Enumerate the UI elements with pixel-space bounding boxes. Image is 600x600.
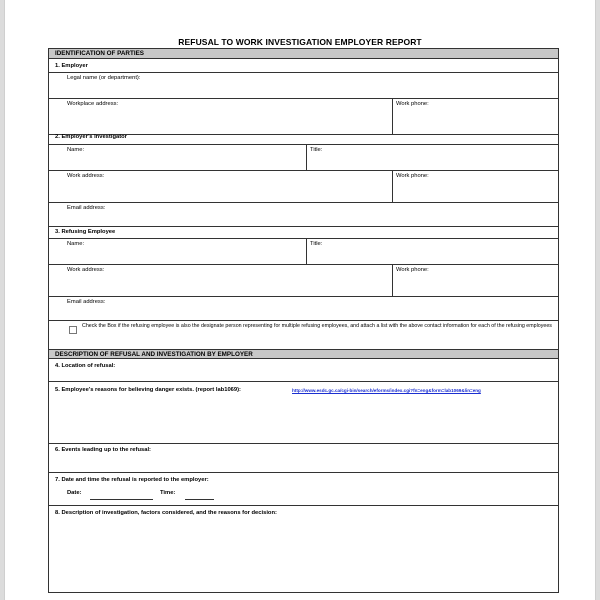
refusing-work-phone-label: Work phone: (396, 267, 429, 273)
investigator-email-label: Email address: (67, 205, 106, 211)
row-divider (392, 171, 393, 202)
q5-rule (49, 443, 558, 444)
q7-date-field[interactable] (90, 499, 153, 500)
investigator-work-address-label: Work address: (67, 173, 105, 179)
refusing-work-address-label: Work address: (67, 267, 105, 273)
refusing-top-rule (49, 226, 558, 227)
q6-rule (49, 472, 558, 473)
investigator-address-row[interactable] (49, 170, 558, 202)
q8-investigation-label: 8. Description of investigation, factors considered, and the reasons for decision: (55, 510, 277, 516)
lab1069-form-link[interactable]: http://www.esdc.gc.ca/cgi-bin/search/eforms/index.cgi?fn=eng&form=lab1069&lin=eng (292, 388, 481, 393)
row-divider (306, 145, 307, 170)
refusing-name-row[interactable] (49, 238, 558, 264)
employer-legal-name-label: Legal name (or department): (67, 75, 141, 81)
row-divider (392, 99, 393, 134)
refusing-heading: 3. Refusing Employee (55, 229, 116, 235)
q4-location-label: 4. Location of refusal: (55, 363, 116, 369)
q7-time-field[interactable] (185, 499, 214, 500)
refusing-name-label: Name: (67, 241, 85, 247)
q6-events-label: 6. Events leading up to the refusal: (55, 447, 151, 453)
refusing-email-label: Email address: (67, 299, 106, 305)
q7-date-label: Date: (67, 490, 82, 496)
investigator-name-label: Name: (67, 147, 85, 153)
q7-time-label: Time: (160, 490, 176, 496)
section-identification: IDENTIFICATION OF PARTIES (49, 49, 558, 59)
employer-rule (49, 72, 558, 73)
refusing-email-row[interactable] (49, 296, 558, 320)
q5-reasons-label: 5. Employee's reasons for believing danger exists. (report lab1069): (55, 387, 241, 393)
investigator-name-row[interactable] (49, 144, 558, 170)
investigator-title-label: Title: (310, 147, 323, 153)
designate-checkbox[interactable] (69, 326, 77, 334)
document-page (4, 0, 596, 600)
q4-rule (49, 381, 558, 382)
row-divider (392, 265, 393, 296)
investigator-work-phone-label: Work phone: (396, 173, 429, 179)
employer-heading: 1. Employer (55, 63, 88, 69)
checkbox-note: Check the Box if the refusing employee is also the designate person representing for multiple refusing employees, and attach a list with the above contact information for each of the refusing employees (82, 323, 552, 329)
refusing-title-label: Title: (310, 241, 323, 247)
report-title: REFUSAL TO WORK INVESTIGATION EMPLOYER REPORT (178, 37, 422, 47)
employer-workplace-address-label: Workplace address: (67, 101, 119, 107)
q7-date-time-label: 7. Date and time the refusal is reported to the employer: (55, 477, 209, 483)
investigator-email-row[interactable] (49, 202, 558, 226)
investigator-heading: 2. Employer's Investigator (55, 134, 127, 140)
report-form (48, 48, 559, 593)
employer-address-row[interactable] (49, 98, 558, 134)
q7-rule (49, 505, 558, 506)
employer-work-phone-label: Work phone: (396, 101, 429, 107)
row-divider (306, 239, 307, 264)
refusing-address-row[interactable] (49, 264, 558, 296)
section-description: DESCRIPTION OF REFUSAL AND INVESTIGATION BY EMPLOYER (49, 349, 558, 359)
